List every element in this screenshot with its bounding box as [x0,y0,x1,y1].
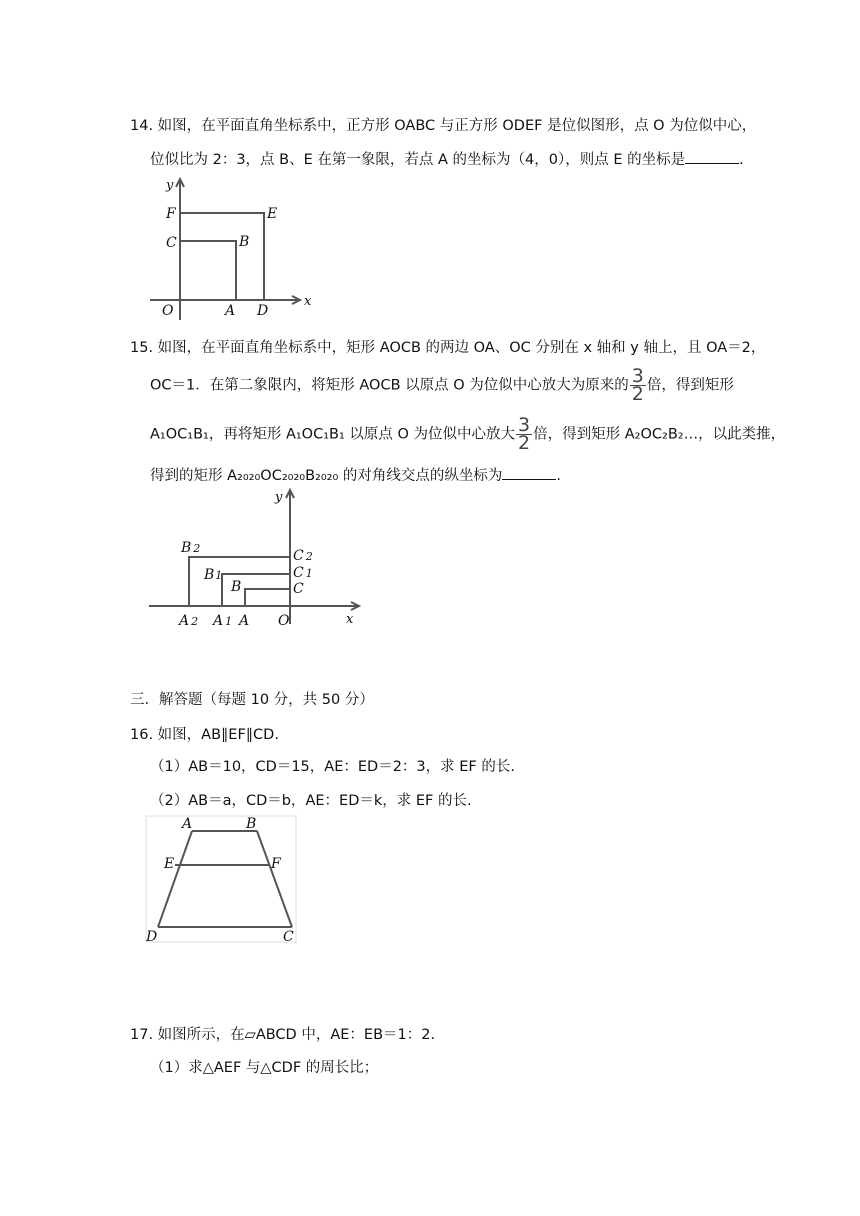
q15-label-C2 [293,548,313,564]
q15-label-A2 [177,613,198,629]
q15-label-A1-letter: A [213,613,224,629]
q15-label-A2-sub: 2 [191,615,199,628]
q15-label-B: B [231,579,242,595]
q15-line3 [150,414,786,454]
q14-label-E: E [267,206,278,222]
q16-label-F: F [271,856,281,872]
q15-line2-a: OC＝1．在第二象限内，将矩形 AOCB 以原点 O 为位似中心放大为原来的 [150,377,629,394]
q14-line2 [150,150,744,170]
q16-stem: 16. 如图，AB∥EF∥CD. [130,727,279,743]
q14-line2-text: 位似比为 2：3，点 B、E 在第一象限，若点 A 的坐标为（4，0），则点 E 的坐标是 [150,152,686,168]
q15-label-A1 [211,613,232,629]
q15-label-A: A [239,613,250,629]
q14-label-y: y [166,178,174,193]
q15-label-C1-sub: 1 [305,567,313,580]
q15-line4-end: . [556,468,561,484]
q15-label-A1-sub: 1 [225,615,233,628]
q15-figure [145,486,365,631]
fraction-numerator: 3 [631,365,644,387]
fraction-denominator: 2 [518,432,531,454]
fraction-3-2 [630,365,646,405]
q14-label-O: O [162,303,174,319]
q16-figure [140,812,300,944]
q14-label-F: F [166,206,176,222]
section3-title: 三．解答题（每题 10 分，共 50 分） [130,692,374,708]
q15-line2 [150,365,734,405]
q15-line3-b: 倍，得到矩形 A₂OC₂B₂…，以此类推， [533,426,786,443]
q15-label-O: O [278,613,290,629]
q15-label-B2-sub: 2 [193,542,201,555]
q14-label-D: D [257,303,269,319]
q15-label-B1 [203,567,222,583]
q15-line3-a: A₁OC₁B₁，再将矩形 A₁OC₁B₁ 以原点 O 为位似中心放大 [150,426,516,443]
q15-label-x: x [346,612,354,627]
fraction-numerator: 3 [518,414,531,436]
q15-label-C2-letter: C [293,548,304,564]
q14-line1: 14. 如图，在平面直角坐标系中，正方形 OABC 与正方形 ODEF 是位似图形，点 O 为位似中心， [130,118,757,134]
q15-line4 [150,466,561,486]
q15-label-C: C [293,581,304,597]
q16-label-A: A [182,816,193,832]
q15-label-A2-letter: A [179,613,190,629]
q14-label-C: C [166,235,177,251]
q16-label-D: D [146,929,158,945]
q15-label-C1-letter: C [293,565,304,581]
q16-part1: （1）AB＝10，CD＝15，AE：ED＝2：3，求 EF 的长. [150,759,515,775]
q16-label-B: B [246,816,257,832]
q17-part1: （1）求△AEF 与△CDF 的周长比； [150,1060,379,1076]
q15-label-B1-sub: 1 [215,569,223,582]
q14-label-B: B [239,234,250,250]
answer-blank [502,467,556,480]
answer-blank [685,151,739,164]
fraction-denominator: 2 [631,383,644,405]
q15-line2-b: 倍，得到矩形 [646,377,734,394]
q15-label-B2 [180,540,200,556]
q17-stem: 17. 如图所示，在▱ABCD 中，AE：EB＝1：2. [130,1027,436,1043]
q14-label-A: A [225,303,236,319]
q15-label-C2-sub: 2 [305,550,313,563]
q14-label-x: x [304,294,312,309]
q15-line4-text: 得到的矩形 A₂₀₂₀OC₂₀₂₀B₂₀₂₀ 的对角线交点的纵坐标为 [150,468,503,484]
q16-label-C: C [283,929,294,945]
q15-line1: 15. 如图，在平面直角坐标系中，矩形 AOCB 的两边 OA、OC 分别在 x 轴和 y 轴上，且 OA＝2， [130,340,766,356]
q14-figure [140,175,320,325]
q15-label-y: y [275,490,283,505]
q15-label-C1 [293,565,313,581]
q16-label-E: E [164,856,175,872]
q15-label-B1-letter: B [204,567,215,583]
q15-label-B2-letter: B [181,540,192,556]
fraction-3-2-second [516,414,532,454]
q14-line2-end: . [739,152,744,168]
q16-part2: （2）AB＝a，CD＝b，AE：ED＝k，求 EF 的长. [150,793,472,809]
